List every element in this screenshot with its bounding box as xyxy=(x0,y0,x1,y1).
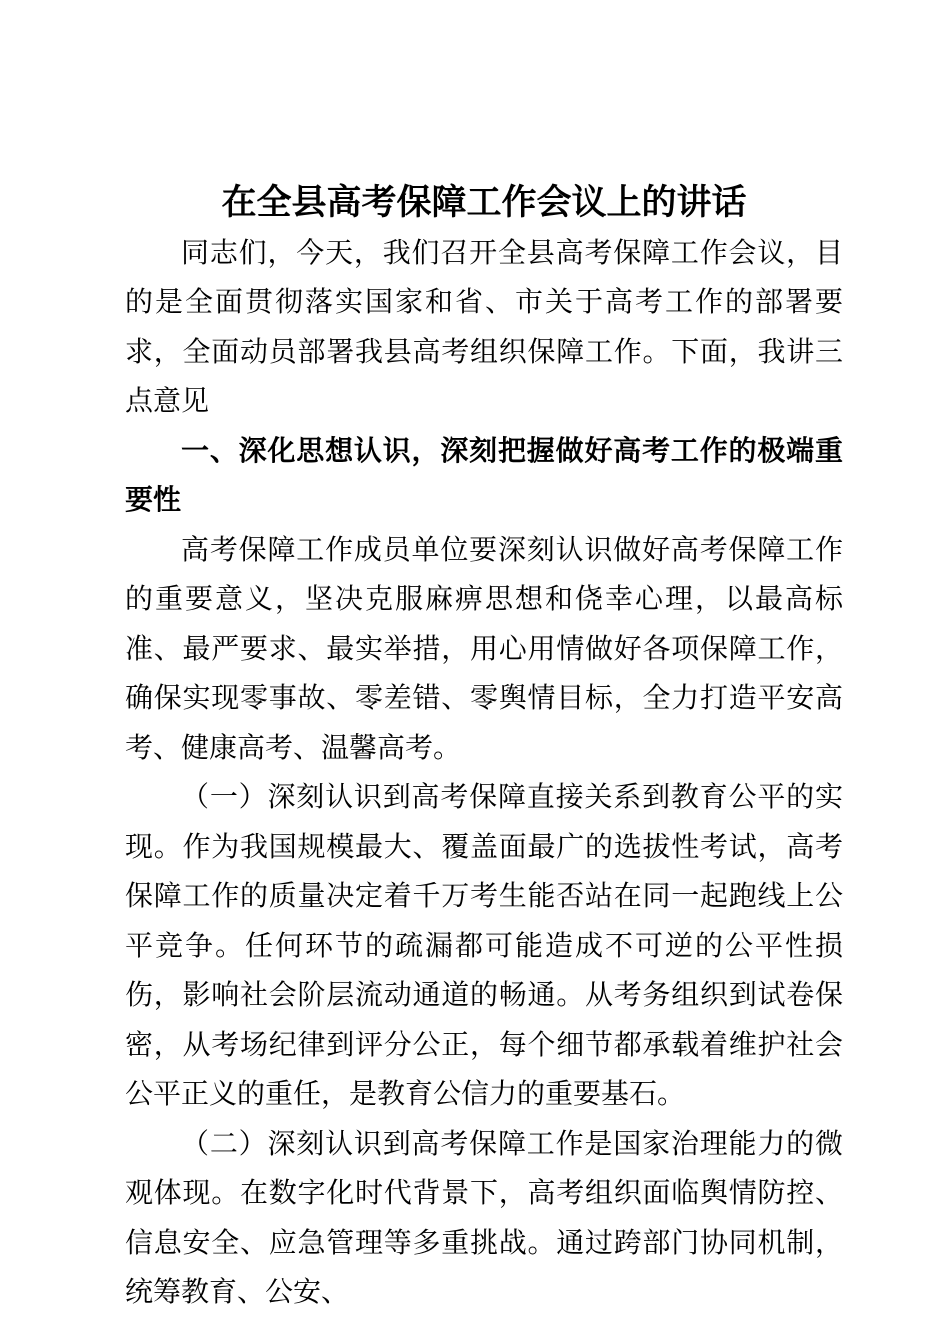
paragraph-section-1-intro: 高考保障工作成员单位要深刻认识做好高考保障工作的重要意义，坚决克服麻痹思想和侥幸心理，以最高标准、最严要求、最实举措，用心用情做好各项保障工作，确保实现零事故、零差错、零舆情目标，全力打造平安高考、健康高考、温馨高考。 xyxy=(125,533,843,763)
paragraph-point-2: （二）深刻认识到高考保障工作是国家治理能力的微观体现。在数字化时代背景下，高考组织面临舆情防控、信息安全、应急管理等多重挑战。通过跨部门协同机制，统筹教育、公安、 xyxy=(125,1127,843,1307)
heading-section-1: 一、深化思想认识，深刻把握做好高考工作的极端重要性 xyxy=(125,434,843,515)
paragraph-point-1: （一）深刻认识到高考保障直接关系到教育公平的实现。作为我国规模最大、覆盖面最广的选拔性考试，高考保障工作的质量决定着千万考生能否站在同一起跑线上公平竞争。任何环节的疏漏都可能造成不可逆的公平性损伤，影响社会阶层流动通道的畅通。从考务组织到试卷保密，从考场纪律到评分公正，每个细节都承载着维护社会公平正义的重任，是教育公信力的重要基石。 xyxy=(125,781,843,1109)
paragraph-opening: 同志们，今天，我们召开全县高考保障工作会议，目的是全面贯彻落实国家和省、市关于高考工作的部署要求，全面动员部署我县高考组织保障工作。下面，我讲三点意见 xyxy=(125,236,843,416)
document-title: 在全县高考保障工作会议上的讲话 xyxy=(221,183,747,222)
